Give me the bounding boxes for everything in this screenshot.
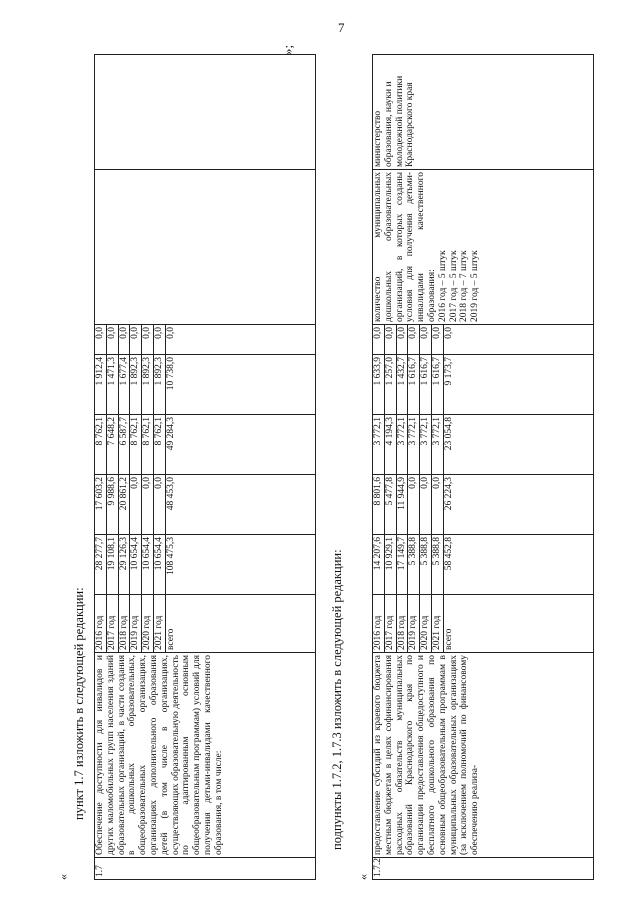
total-cell: 14 207,6 <box>373 535 385 595</box>
total-cell: 5 388,8 <box>420 535 432 595</box>
value-cell: 0,0 <box>106 325 118 355</box>
year-cell: 2017 год <box>106 595 118 653</box>
value-cell: 0,0 <box>420 325 432 355</box>
total-cell: 10 929,1 <box>384 535 396 595</box>
value-cell: 48 453,0 <box>165 475 315 535</box>
value-cell: 4 194,3 <box>384 415 396 475</box>
total-cell: 29 126,3 <box>118 535 130 595</box>
value-cell: 7 648,2 <box>106 415 118 475</box>
result-text: количество муниципальных дошкольных образовательных организаций, в которых созданы условия для получения детьми-инвалидами качественного образования: <box>373 172 437 322</box>
value-cell: 20 861,2 <box>118 475 130 535</box>
value-cell: 1 616,7 <box>420 355 432 415</box>
value-cell: 1 616,7 <box>408 355 420 415</box>
value-cell: 23 054,8 <box>443 415 593 475</box>
value-cell: 0,0 <box>118 325 130 355</box>
value-cell: 0,0 <box>142 475 154 535</box>
value-cell: 8 762,1 <box>153 415 165 475</box>
executor-cell: министерство образования, науки и молодежной политики Краснодарского края <box>373 55 594 170</box>
result-cell <box>95 170 316 325</box>
value-cell: 1 677,4 <box>118 355 130 415</box>
value-cell: 3 772,1 <box>431 415 443 475</box>
year-cell: 2017 год <box>384 595 396 653</box>
value-cell: 3 772,1 <box>408 415 420 475</box>
value-cell: 1 471,3 <box>106 355 118 415</box>
p17-heading: пункт 1.7 изложить в следующей редакции: <box>72 587 86 820</box>
result-year: 2018 год – 7 штук <box>459 250 470 322</box>
row-description: Обеспечение доступности для инвалидов и других маломобильных групп населения зданий образовательных организаций, в части создания в дошкольных образовательных, общеобразовательных организациях, организациях дополнительного образования детей (в том числе в организациях, осуществляющих образовательную деятельность по адаптированным основным общеобразовательным программам) условий для получения детьми-инвалидами качественного образования, в том числе: <box>95 653 316 858</box>
total-cell: 108 475,3 <box>165 535 315 595</box>
value-cell: 1 892,3 <box>130 355 142 415</box>
table-1-7-2 <box>372 54 594 880</box>
top-quote: « <box>56 874 70 880</box>
total-cell: 10 654,4 <box>142 535 154 595</box>
value-cell: 0,0 <box>420 475 432 535</box>
year-cell: 2018 год <box>396 595 408 653</box>
value-cell: 0,0 <box>153 475 165 535</box>
value-cell: 0,0 <box>443 325 593 355</box>
value-cell: 3 772,1 <box>373 415 385 475</box>
value-cell: 1 892,3 <box>142 355 154 415</box>
value-cell: 1 257,0 <box>384 355 396 415</box>
year-cell: 2018 год <box>118 595 130 653</box>
value-cell: 3 772,1 <box>420 415 432 475</box>
value-cell: 0,0 <box>396 325 408 355</box>
year-cell: 2016 год <box>95 595 107 653</box>
value-cell: 6 587,7 <box>118 415 130 475</box>
value-cell: 0,0 <box>431 325 443 355</box>
year-cell: всего <box>443 595 593 653</box>
table-row <box>95 55 107 880</box>
value-cell: 1 892,3 <box>153 355 165 415</box>
value-cell: 0,0 <box>431 475 443 535</box>
row-description: предоставление субсидий из краевого бюджета местным бюджетам в целях софинансирования расходных обязательств муниципальных образований Краснодарского края по организации предоставления общедоступного и бесплатного дошкольного образования по основным общеобразовательным программам в муниципальных образовательных организациях (за исключением полномочий по финансовому обеспечению реализа- <box>373 653 594 858</box>
value-cell: 8 762,1 <box>95 415 107 475</box>
year-cell: 2020 год <box>142 595 154 653</box>
value-cell: 9 173,7 <box>443 355 593 415</box>
year-cell: 2021 год <box>153 595 165 653</box>
value-cell: 0,0 <box>408 475 420 535</box>
value-cell: 0,0 <box>130 325 142 355</box>
total-cell: 58 452,8 <box>443 535 593 595</box>
value-cell: 0,0 <box>408 325 420 355</box>
total-cell: 10 654,4 <box>153 535 165 595</box>
year-cell: всего <box>165 595 315 653</box>
total-cell: 10 654,4 <box>130 535 142 595</box>
table-row <box>373 55 385 880</box>
value-cell: 1 633,9 <box>373 355 385 415</box>
year-cell: 2021 год <box>431 595 443 653</box>
value-cell: 5 477,8 <box>384 475 396 535</box>
value-cell: 3 772,1 <box>396 415 408 475</box>
value-cell: 0,0 <box>153 325 165 355</box>
value-cell: 0,0 <box>165 325 315 355</box>
total-cell: 5 388,8 <box>408 535 420 595</box>
value-cell: 0,0 <box>142 325 154 355</box>
year-cell: 2019 год <box>130 595 142 653</box>
value-cell: 0,0 <box>130 475 142 535</box>
executor-cell <box>95 55 316 170</box>
value-cell: 49 284,3 <box>165 415 315 475</box>
row-number: 1.7.2 <box>373 858 594 880</box>
end-quote: »; <box>280 44 295 55</box>
value-cell: 1 432,7 <box>396 355 408 415</box>
result-year: 2019 год – 5 штук <box>470 250 481 322</box>
table-1-7 <box>94 54 316 880</box>
value-cell: 9 988,6 <box>106 475 118 535</box>
value-cell: 17 603,2 <box>95 475 107 535</box>
year-cell: 2019 год <box>408 595 420 653</box>
value-cell: 1 912,4 <box>95 355 107 415</box>
page-number: 7 <box>338 20 345 35</box>
year-cell: 2016 год <box>373 595 385 653</box>
rotated-content <box>50 10 630 880</box>
value-cell: 0,0 <box>95 325 107 355</box>
value-cell: 1 616,7 <box>431 355 443 415</box>
result-year: 2016 год – 5 штук <box>437 250 448 322</box>
value-cell: 26 224,3 <box>443 475 593 535</box>
total-cell: 28 277,7 <box>95 535 107 595</box>
value-cell: 8 801,6 <box>373 475 385 535</box>
year-cell: 2020 год <box>420 595 432 653</box>
row-number: 1.7 <box>95 858 316 880</box>
total-cell: 19 108,1 <box>106 535 118 595</box>
total-cell: 5 388,8 <box>431 535 443 595</box>
value-cell: 8 762,1 <box>130 415 142 475</box>
value-cell: 11 944,9 <box>396 475 408 535</box>
value-cell: 8 762,1 <box>142 415 154 475</box>
total-cell: 17 149,7 <box>396 535 408 595</box>
mid-quote: « <box>356 874 370 880</box>
result-year: 2017 год – 5 штук <box>448 250 459 322</box>
value-cell: 10 738,0 <box>165 355 315 415</box>
result-cell <box>373 170 594 325</box>
value-cell: 0,0 <box>384 325 396 355</box>
p172-heading: подпункты 1.7.2, 1.7.3 изложить в следующей редакции: <box>330 549 344 850</box>
value-cell: 0,0 <box>373 325 385 355</box>
